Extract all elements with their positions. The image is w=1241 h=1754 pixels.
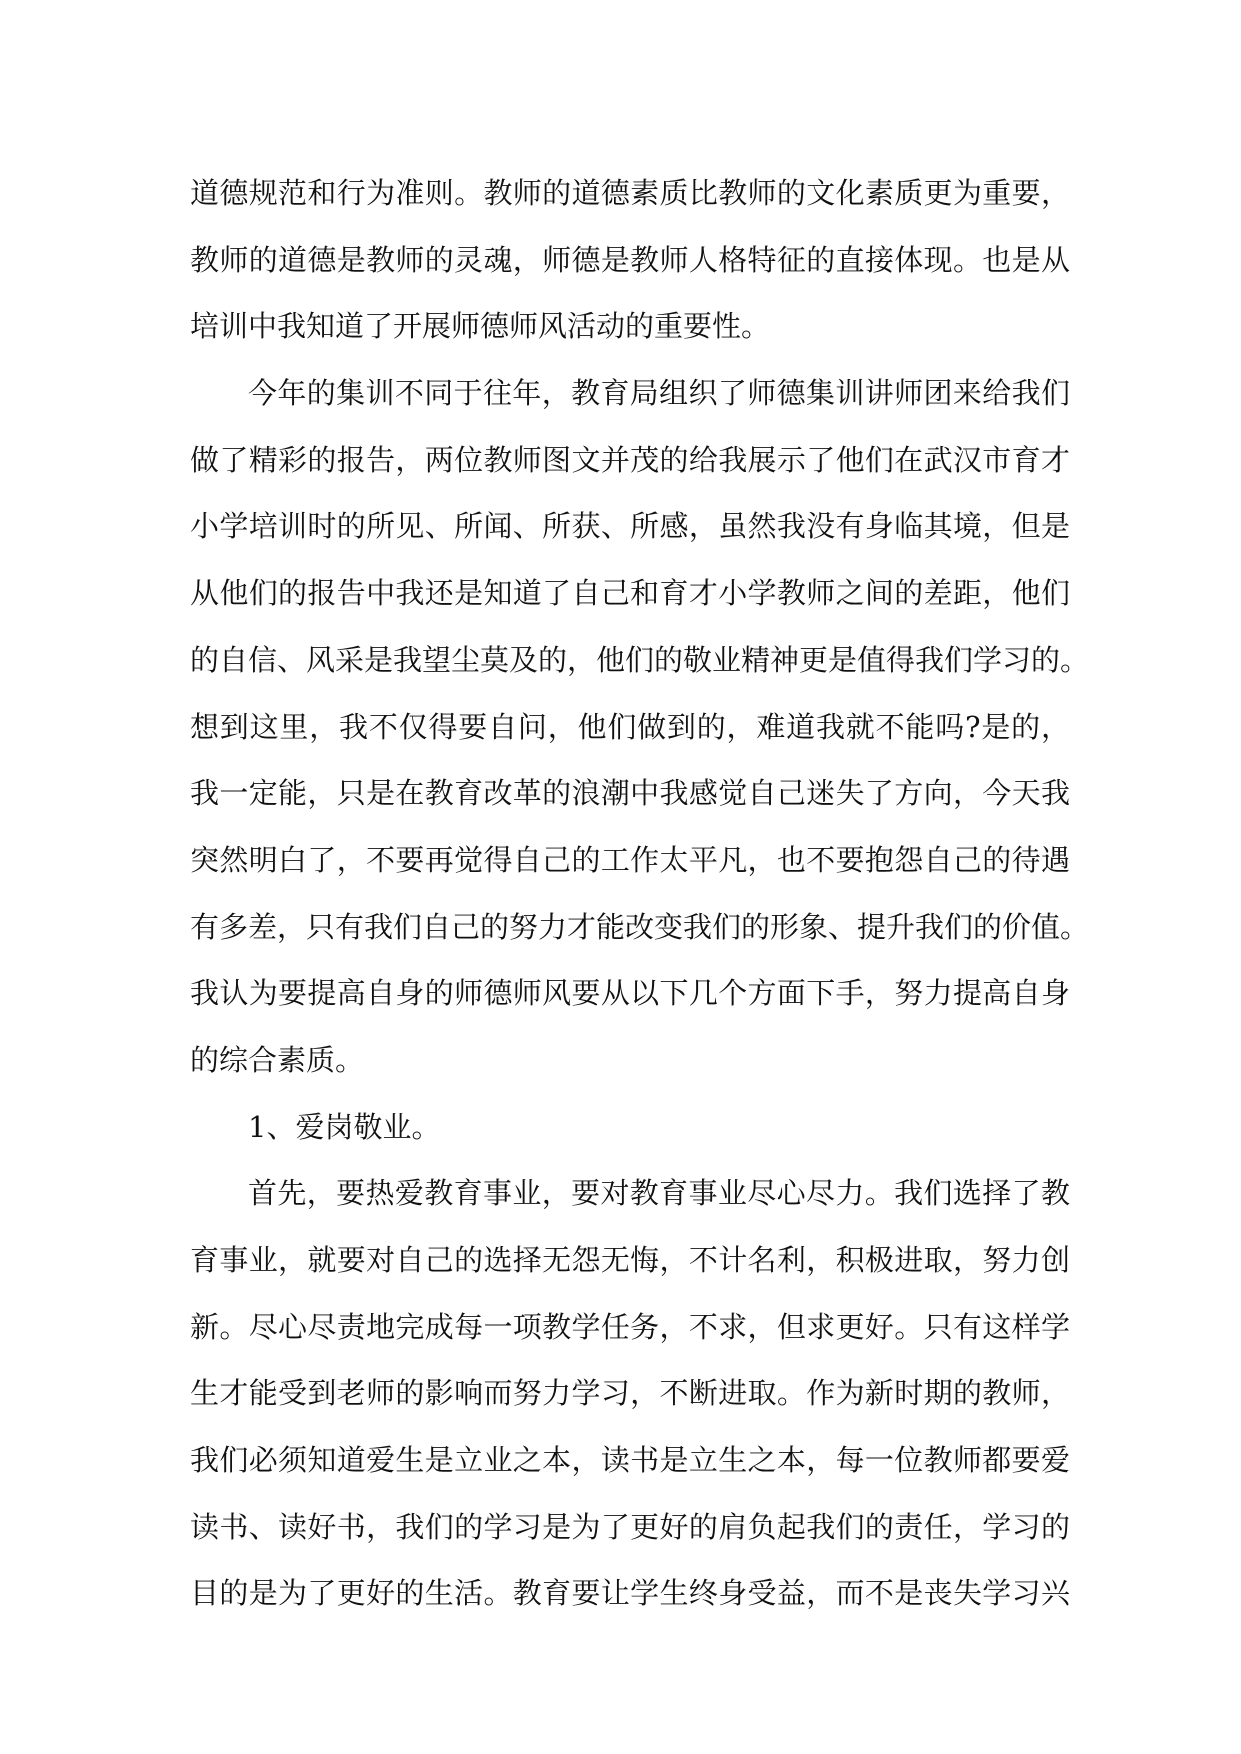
text-line: 想到这里，我不仅得要自问，他们做到的，难道我就不能吗?是的， [190,709,1070,744]
text-line: 道德规范和行为准则。教师的道德素质比教师的文化素质更为重要， [190,176,1070,210]
text-line: 培训中我知道了开展师德师风活动的重要性。 [190,309,771,344]
paragraph-start-line: 今年的集训不同于往年，教育局组织了师德集训讲师团来给我们 [248,376,1070,411]
paragraph-start-line: 首先，要热爱教育事业，要对教育事业尽心尽力。我们选择了教 [248,1176,1070,1211]
text-line: 我一定能，只是在教育改革的浪潮中我感觉自己迷失了方向，今天我 [190,776,1070,811]
text-line: 我认为要提高自身的师德师风要从以下几个方面下手，努力提高自身 [190,976,1070,1011]
text-line: 从他们的报告中我还是知道了自己和育才小学教师之间的差距，他们 [190,576,1070,611]
text-line: 突然明白了，不要再觉得自己的工作太平凡，也不要抱怨自己的待遇 [190,842,1070,877]
text-line: 的综合素质。 [190,1042,365,1077]
text-line: 教师的道德是教师的灵魂，师德是教师人格特征的直接体现。也是从 [190,242,1070,277]
text-line: 有多差，只有我们自己的努力才能改变我们的形象、提升我们的价值。 [190,909,1090,944]
text-line: 我们必须知道爱生是立业之本，读书是立生之本，每一位教师都要爱 [190,1443,1070,1478]
text-line: 生才能受到老师的影响而努力学习，不断进取。作为新时期的教师， [190,1376,1070,1411]
text-line: 新。尽心尽责地完成每一项教学任务，不求，但求更好。只有这样学 [190,1309,1070,1344]
text-line: 做了精彩的报告，两位教师图文并茂的给我展示了他们在武汉市育才 [190,442,1070,477]
text-line: 的自信、风采是我望尘莫及的，他们的敬业精神更是值得我们学习的。 [190,642,1090,677]
text-line: 育事业，就要对自己的选择无怨无悔，不计名利，积极进取，努力创 [190,1243,1070,1277]
text-line: 目的是为了更好的生活。教育要让学生终身受益，而不是丧失学习兴 [190,1576,1070,1611]
section-heading: 1、爱岗敬业。 [248,1109,441,1144]
text-line: 小学培训时的所见、所闻、所获、所感，虽然我没有身临其境，但是 [190,509,1070,544]
text-line: 读书、读好书，我们的学习是为了更好的肩负起我们的责任，学习的 [190,1509,1070,1544]
body-text [190,160,1090,1627]
